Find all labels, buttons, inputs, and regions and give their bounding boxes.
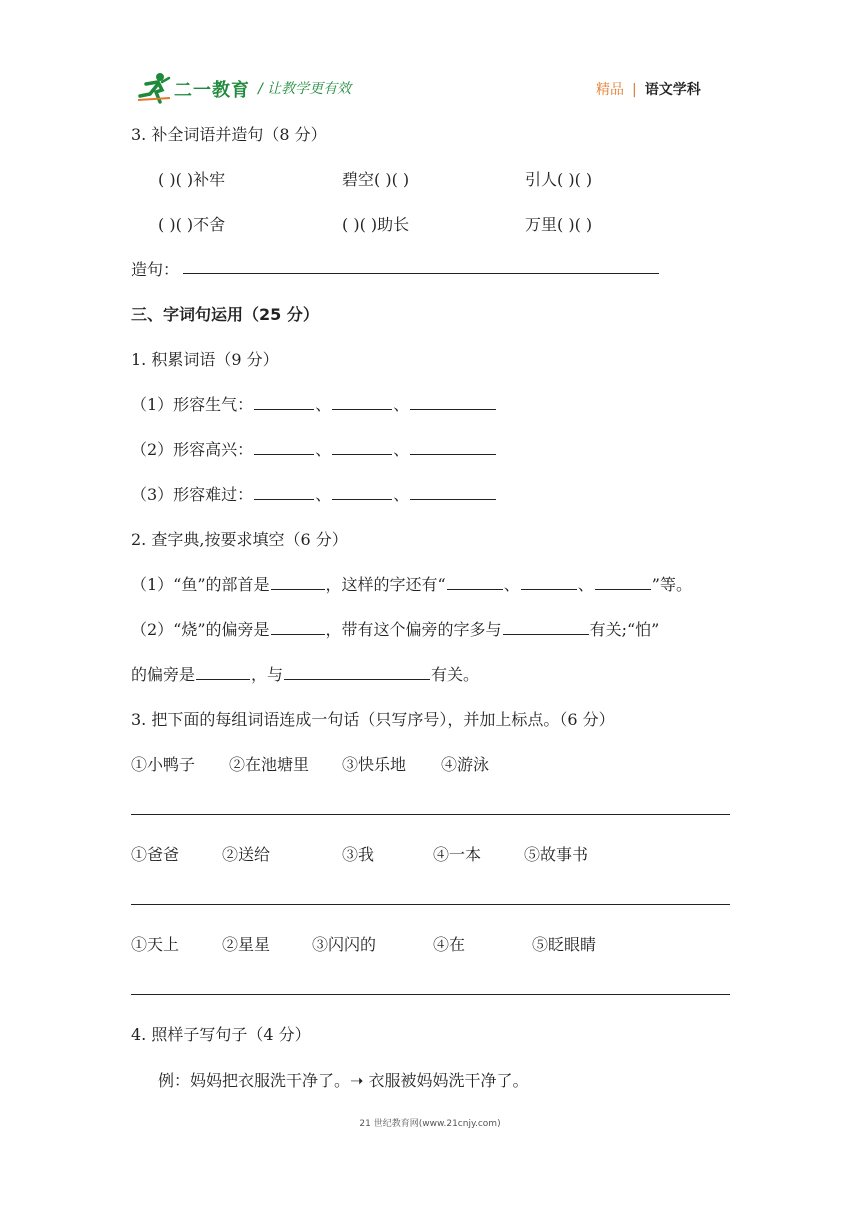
group2-answer-line[interactable] — [131, 904, 730, 905]
logo-text: 二一教育 — [174, 80, 250, 101]
accumulate-row — [131, 392, 497, 415]
answer-blank[interactable] — [271, 588, 325, 590]
separator: 、 — [393, 395, 410, 414]
q3-fill-title: 3. 补全词语并造句（8 分） — [131, 125, 327, 144]
group3-answer-line[interactable] — [131, 994, 730, 995]
group1-word: ①小鸭子 — [131, 755, 196, 774]
q3-row2-item3: 万里( )( ) — [525, 215, 593, 234]
answer-blank[interactable] — [410, 453, 496, 455]
separator: 、 — [315, 440, 332, 459]
separator: 、 — [503, 575, 520, 594]
group2-word: ④一本 — [433, 845, 482, 864]
dictionary-line2 — [131, 617, 659, 640]
answer-blank[interactable] — [447, 588, 503, 590]
group2-word: ⑤故事书 — [524, 845, 589, 864]
dictionary-text: 有关;“怕” — [589, 620, 660, 639]
answer-blank[interactable] — [284, 678, 430, 680]
q3-row1-item1: ( )( )补牢 — [158, 170, 226, 189]
group3-word: ⑤眨眼睛 — [532, 935, 597, 954]
separator: 、 — [577, 575, 594, 594]
imitate-example: 例：妈妈把衣服洗干净了。➝ 衣服被妈妈洗干净了。 — [158, 1071, 529, 1090]
answer-blank[interactable] — [254, 408, 314, 410]
group1-word: ③快乐地 — [342, 755, 407, 774]
group2-word: ①爸爸 — [131, 845, 180, 864]
q3-row1-item3: 引人( )( ) — [525, 170, 593, 189]
subject-label: 语文学科 — [644, 82, 701, 98]
footer-source: 21 世纪教育网(www.21cnjy.com) — [359, 1119, 501, 1129]
answer-blank[interactable] — [332, 453, 392, 455]
group3-word: ②星星 — [222, 935, 271, 954]
answer-blank[interactable] — [595, 588, 651, 590]
group3-word: ①天上 — [131, 935, 180, 954]
group1-answer-line[interactable] — [131, 814, 730, 815]
answer-blank[interactable] — [410, 498, 496, 500]
q3-row1-item2: 碧空( )( ) — [342, 170, 410, 189]
group1-word: ④游泳 — [441, 755, 490, 774]
answer-blank[interactable] — [332, 498, 392, 500]
accumulate-title: 1. 积累词语（9 分） — [131, 350, 279, 369]
sentence-answer-line[interactable] — [183, 273, 659, 274]
logo — [136, 72, 396, 104]
dictionary-text: ，这样的字还有“ — [325, 575, 446, 594]
dictionary-text: 的偏旁是 — [131, 665, 196, 684]
accumulate-row — [131, 437, 497, 460]
q3-row2-item1: ( )( )不舍 — [158, 215, 226, 234]
accumulate-label: （1）形容生气： — [131, 395, 254, 414]
dictionary-text: 有关。 — [431, 665, 480, 684]
answer-blank[interactable] — [254, 453, 314, 455]
answer-blank[interactable] — [271, 633, 325, 635]
runner-logo-icon — [136, 72, 172, 104]
group3-word: ③闪闪的 — [312, 935, 377, 954]
accumulate-row — [131, 482, 497, 505]
dictionary-text: ，与 — [251, 665, 284, 684]
quality-label: 精品 — [596, 82, 624, 98]
dictionary-text: ”等。 — [651, 575, 692, 594]
separator: 、 — [393, 440, 410, 459]
accumulate-label: （3）形容难过： — [131, 485, 254, 504]
connect-title: 3. 把下面的每组词语连成一句话（只写序号），并加上标点。（6 分） — [131, 710, 615, 729]
section-three-title: 三、字词句运用（25 分） — [131, 305, 319, 324]
imitate-title: 4. 照样子写句子（4 分） — [131, 1025, 311, 1044]
separator: 、 — [315, 395, 332, 414]
answer-blank[interactable] — [521, 588, 577, 590]
group1-word: ②在池塘里 — [229, 755, 310, 774]
slogan: / 让教学更有效 — [258, 81, 352, 97]
q3-row2-item2: ( )( )助长 — [342, 215, 410, 234]
dictionary-text: （1）“鱼”的部首是 — [131, 575, 270, 594]
dictionary-title: 2. 查字典,按要求填空（6 分） — [131, 530, 348, 549]
group2-word: ③我 — [342, 845, 375, 864]
separator: 、 — [393, 485, 410, 504]
dictionary-line3 — [131, 662, 479, 685]
header-divider: | — [632, 82, 637, 98]
header-subject — [596, 79, 701, 99]
dictionary-text: （2）“烧”的偏旁是 — [131, 620, 270, 639]
answer-blank[interactable] — [503, 633, 589, 635]
answer-blank[interactable] — [410, 408, 496, 410]
dictionary-line1 — [131, 572, 692, 595]
sentence-label: 造句： — [131, 260, 180, 279]
separator: 、 — [315, 485, 332, 504]
answer-blank[interactable] — [196, 678, 250, 680]
group3-word: ④在 — [433, 935, 466, 954]
answer-blank[interactable] — [254, 498, 314, 500]
answer-blank[interactable] — [332, 408, 392, 410]
accumulate-label: （2）形容高兴： — [131, 440, 254, 459]
dictionary-text: ，带有这个偏旁的字多与 — [325, 620, 502, 639]
group2-word: ②送给 — [222, 845, 271, 864]
